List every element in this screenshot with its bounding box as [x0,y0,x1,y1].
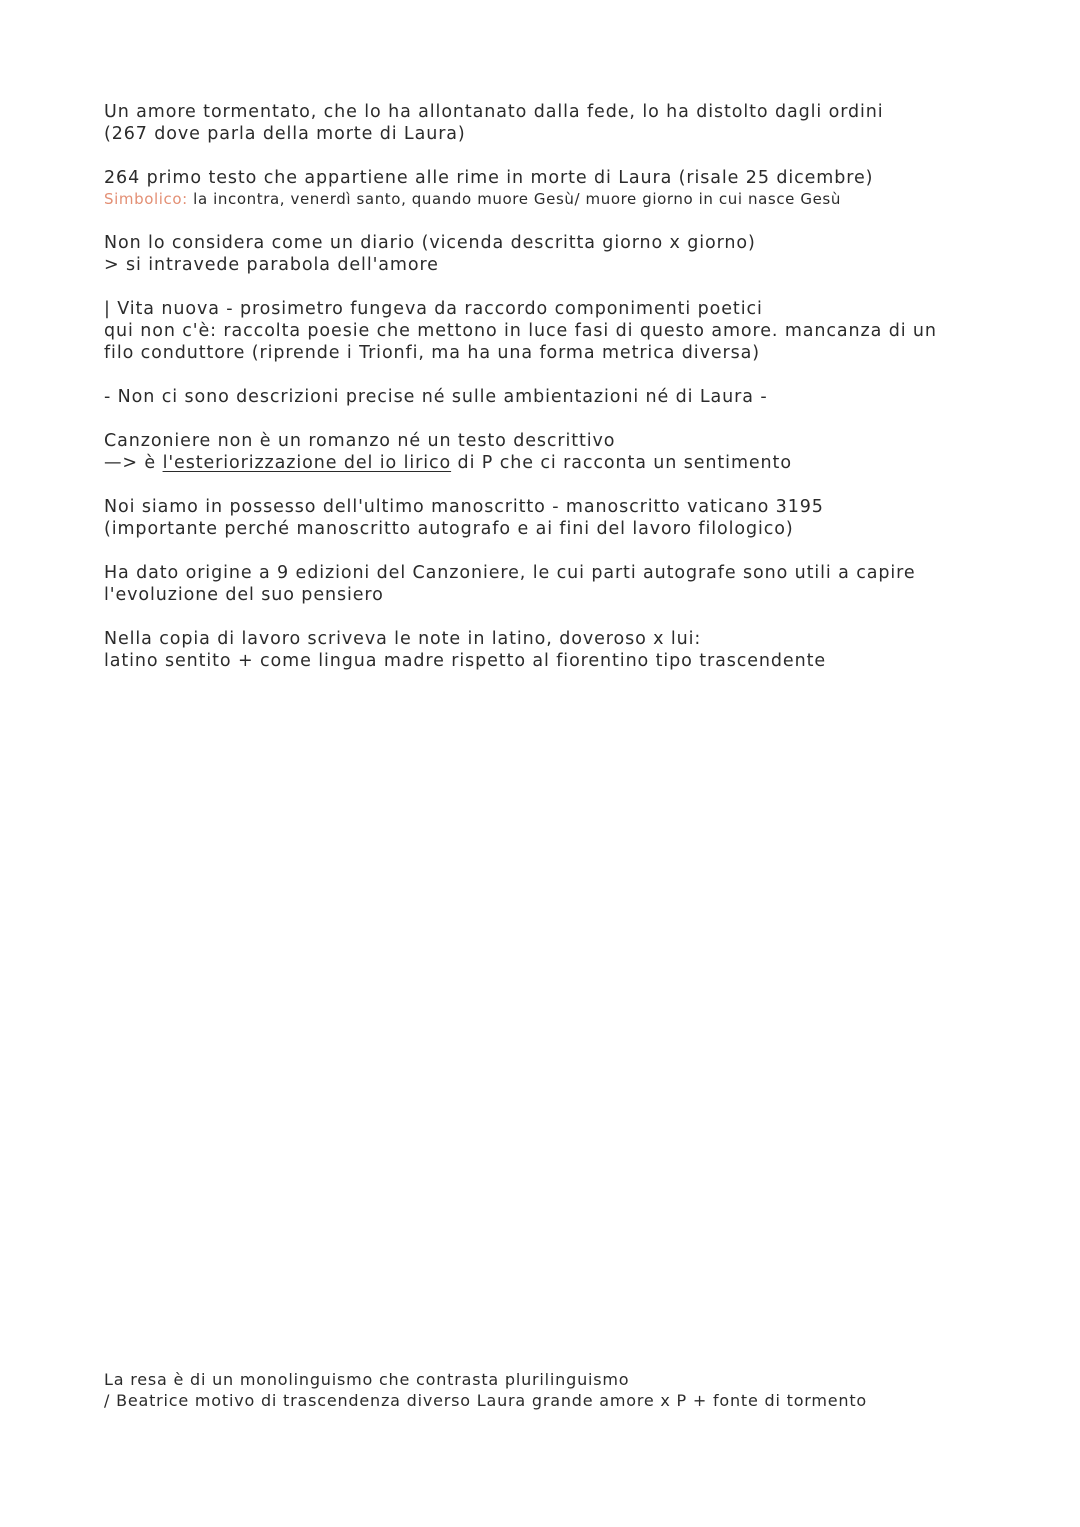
text-line: latino sentito + come lingua madre rispetto al fiorentino tipo trascendente [104,651,826,671]
paragraph-descrizioni [104,386,1004,408]
simbolico-label: Simbolico: [104,190,188,208]
text-line: Non lo considera come un diario (vicenda descritta giorno x giorno) [104,233,756,253]
text-line: Nella copia di lavoro scriveva le note in latino, doveroso x lui: [104,629,702,649]
text-line: - Non ci sono descrizioni precise né sulle ambientazioni né di Laura - [104,387,768,407]
footer-notes [104,1369,1004,1411]
text-line: | Vita nuova - prosimetro fungeva da raccordo componimenti poetici [104,299,763,319]
text-line-io-lirico [104,452,1004,474]
paragraph-amore-tormentato [104,101,1004,145]
text-line: > si intravede parabola dell'amore [104,255,439,275]
paragraph-vita-nuova [104,298,1004,364]
paragraph-primo-testo [104,167,1004,210]
paragraph-edizioni [104,562,1004,606]
text-line: Noi siamo in possesso dell'ultimo manoscritto - manoscritto vaticano 3195 [104,497,824,517]
paragraph-latino [104,628,1004,672]
arrow-prefix: —> è [104,453,163,473]
notes-body [104,101,1004,694]
underlined-phrase: l'esteriorizzazione del io lirico [162,453,452,473]
text-line: La resa è di un monolinguismo che contrasta plurilinguismo [104,1370,630,1389]
text-line: (267 dove parla della morte di Laura) [104,124,466,144]
text-line: 264 primo testo che appartiene alle rime in morte di Laura (risale 25 dicembre) [104,168,874,188]
paragraph-manoscritto [104,496,1004,540]
text-line: qui non c'è: raccolta poesie che mettono in luce fasi di questo amore. mancanza di un [104,321,937,341]
text-line: Un amore tormentato, che lo ha allontanato dalla fede, lo ha distolto dagli ordini [104,102,884,122]
text-line-simbolico [104,189,1004,210]
text-line: l'evoluzione del suo pensiero [104,585,384,605]
paragraph-diario [104,232,1004,276]
simbolico-text: la incontra, venerdì santo, quando muore Gesù/ muore giorno in cui nasce Gesù [187,190,841,208]
text-line: / Beatrice motivo di trascendenza diverso Laura grande amore x P + fonte di tormento [104,1391,868,1410]
text-line: Ha dato origine a 9 edizioni del Canzoniere, le cui parti autografe sono utili a capire [104,563,916,583]
text-line: Canzoniere non è un romanzo né un testo descrittivo [104,431,616,451]
text-line: filo conduttore (riprende i Trionfi, ma ha una forma metrica diversa) [104,343,760,363]
line-suffix: di P che ci racconta un sentimento [451,453,792,473]
text-line: (importante perché manoscritto autografo e ai fini del lavoro filologico) [104,519,794,539]
paragraph-canzoniere [104,430,1004,474]
